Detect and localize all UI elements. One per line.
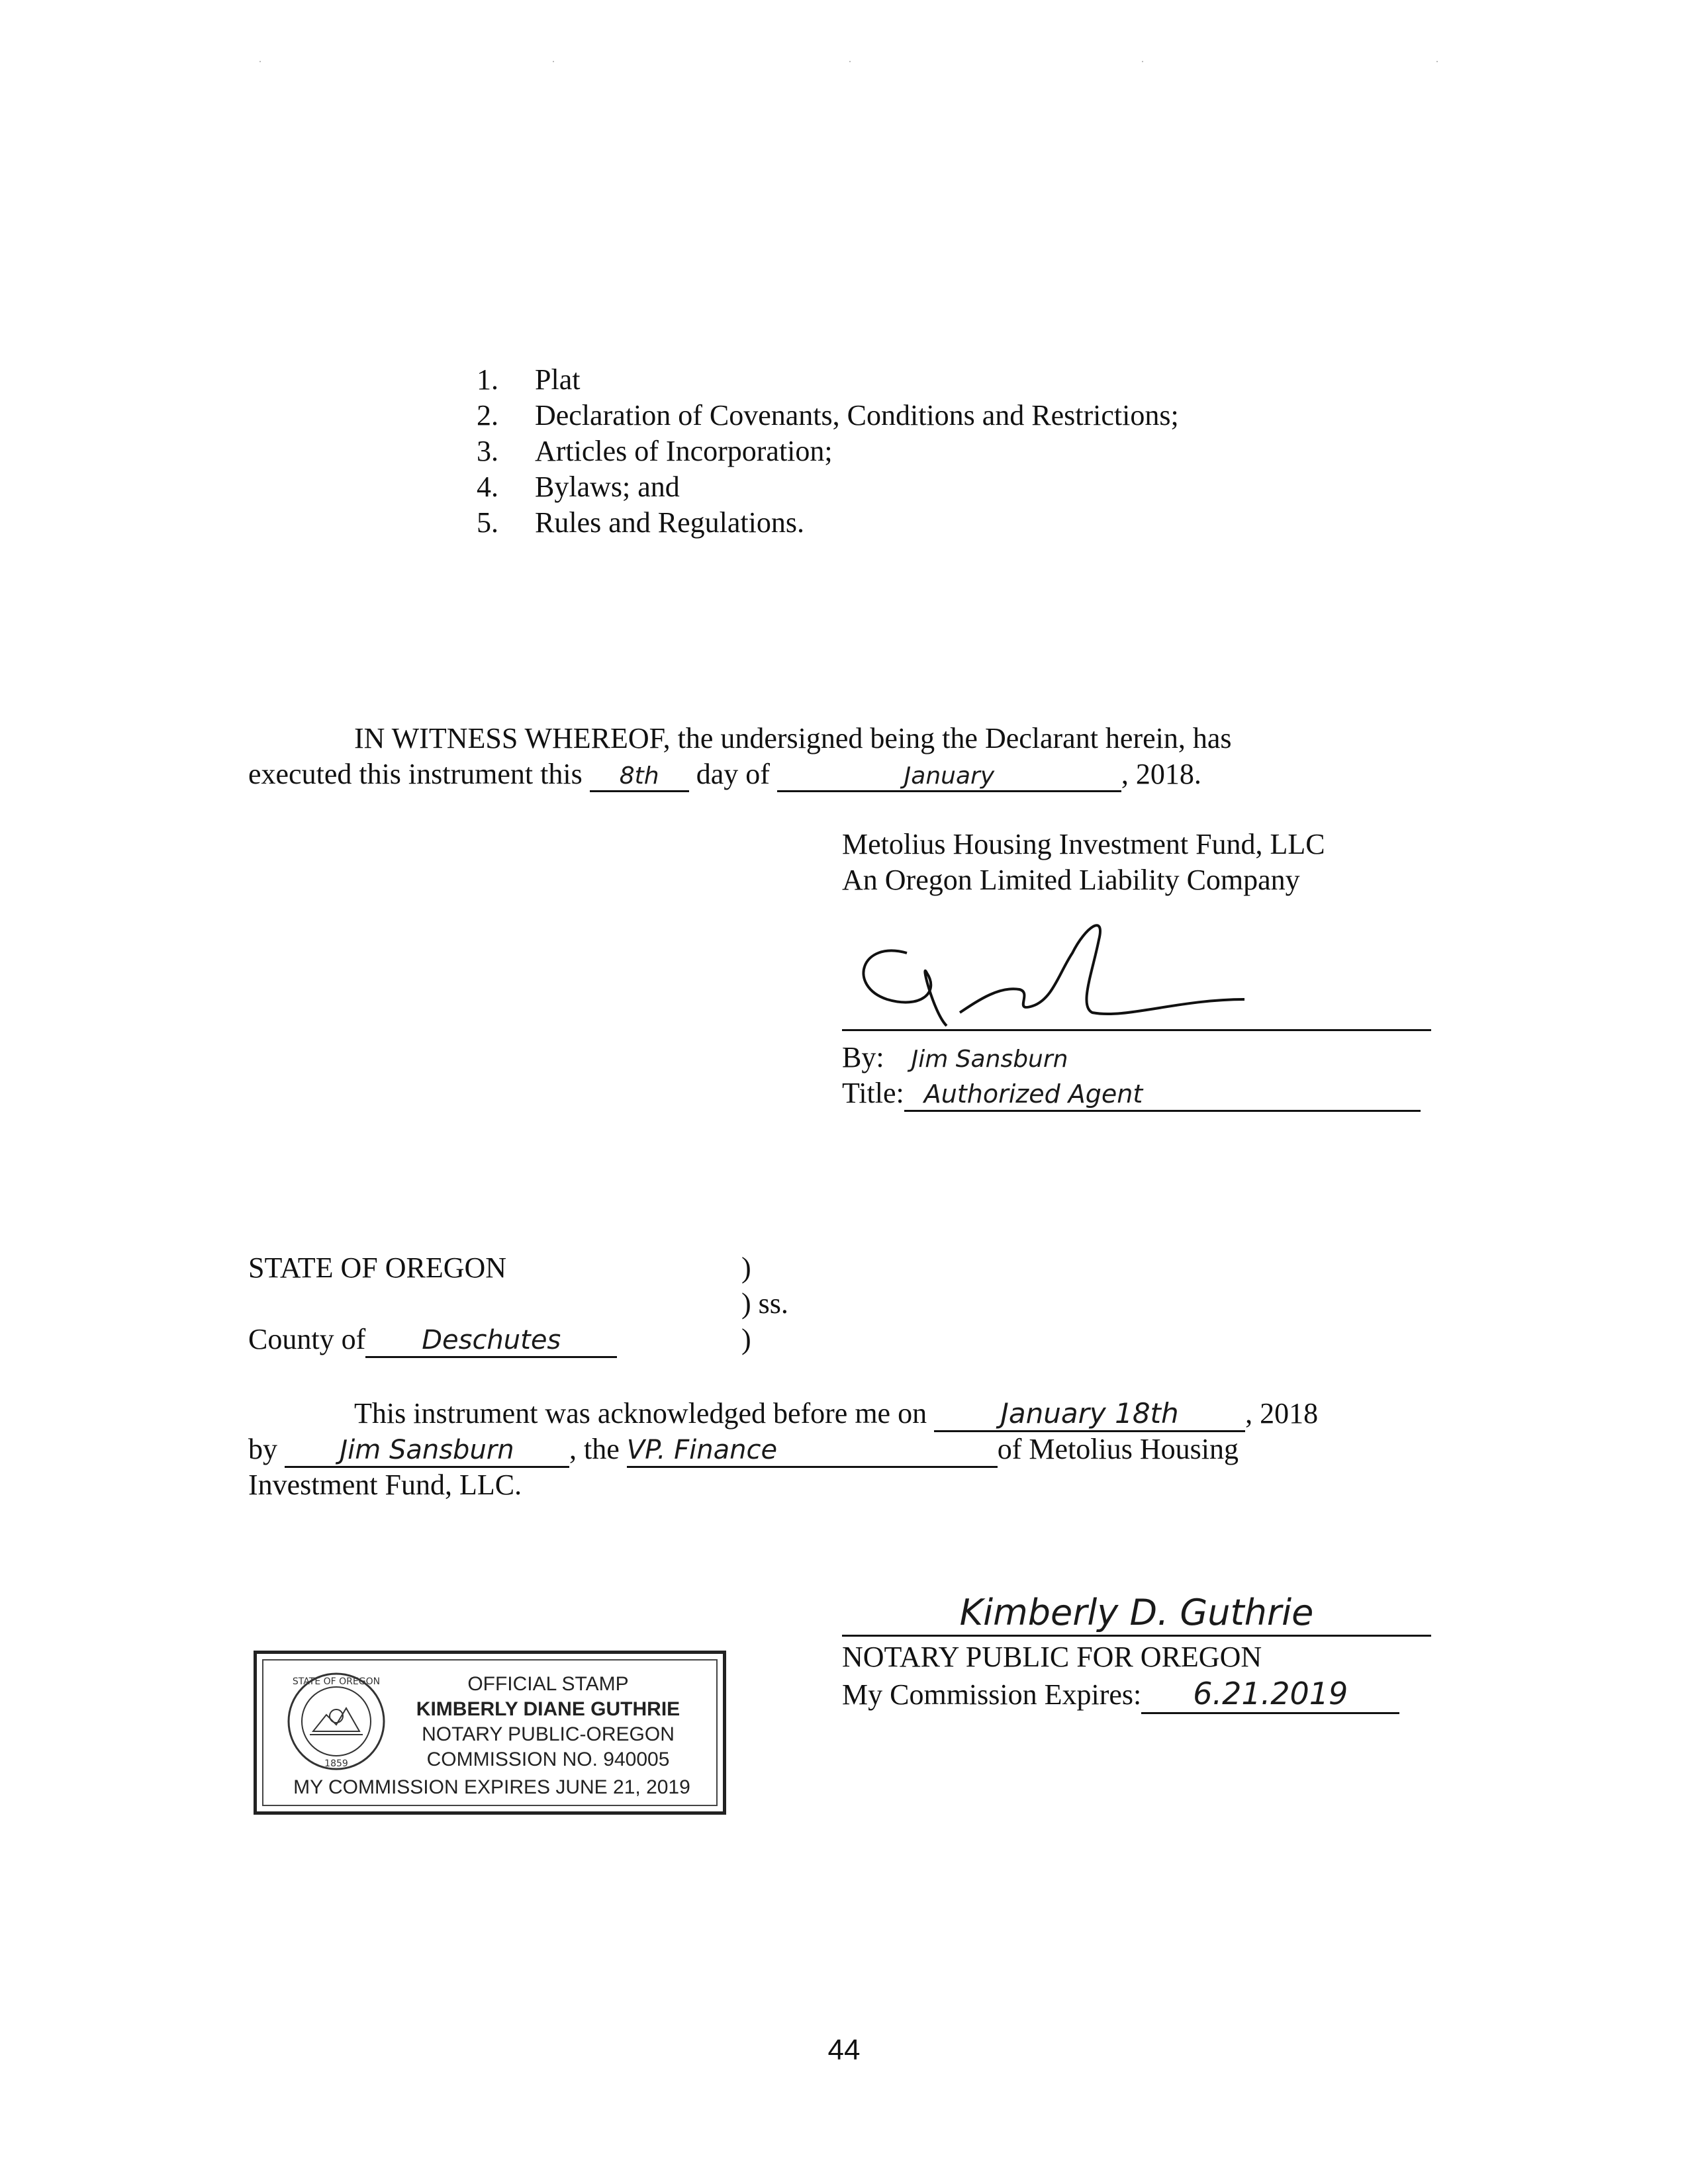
witness-day-value: 8th <box>590 762 689 792</box>
stamp-line-commission: COMMISSION NO. 940005 <box>426 1749 670 1770</box>
stamp-line-notary: NOTARY PUBLIC-OREGON <box>422 1723 675 1745</box>
signature-title-label: Title: <box>842 1077 904 1109</box>
scan-speck <box>1436 61 1438 62</box>
scan-speck <box>259 61 261 62</box>
witness-day-of-text: day of <box>696 758 770 790</box>
ack-line-1-text: This instrument was acknowledged before me on <box>354 1397 927 1430</box>
witness-executed-text: executed this instrument this <box>248 758 583 790</box>
declarant-signature-image <box>847 913 1271 1046</box>
stamp-line-expires: MY COMMISSION EXPIRES JUNE 21, 2019 <box>293 1776 690 1798</box>
ack-line-3: Investment Fund, LLC. <box>248 1469 522 1501</box>
scan-speck <box>1142 61 1143 62</box>
oregon-seal-icon <box>283 1668 389 1774</box>
notary-signature: Kimberly D. Guthrie <box>842 1592 1431 1637</box>
witness-line-1: IN WITNESS WHEREOF, the undersigned being the Declarant herein, has <box>354 722 1232 754</box>
ack-the-label: , the <box>569 1433 620 1465</box>
page-number: 44 <box>827 2034 861 2066</box>
ack-of-text: of Metolius Housing <box>997 1433 1239 1465</box>
witness-year-text: , 2018. <box>1121 758 1201 790</box>
seal-year: 1859 <box>324 1758 348 1769</box>
seal-text: STATE OF OREGON <box>292 1676 381 1687</box>
ack-role-value: VP. Finance <box>627 1434 998 1468</box>
venue-county-value: Deschutes <box>365 1324 617 1358</box>
list-item-number: 4. <box>477 471 498 503</box>
signature-by-row <box>842 1040 1068 1075</box>
list-item-number: 1. <box>477 363 498 396</box>
list-item-text: Rules and Regulations. <box>535 506 804 539</box>
list-item-number: 5. <box>477 506 498 539</box>
ack-name-value: Jim Sansburn <box>285 1434 569 1468</box>
venue-paren-1: ) <box>741 1251 751 1284</box>
venue-county-label: County of <box>248 1323 366 1355</box>
list-item-number: 2. <box>477 399 498 432</box>
signature-by-value: Jim Sansburn <box>911 1046 1068 1073</box>
venue-state: STATE OF OREGON <box>248 1251 507 1284</box>
witness-line-2 <box>248 757 1201 792</box>
company-name: Metolius Housing Investment Fund, LLC <box>842 828 1325 860</box>
notary-commission-row <box>842 1676 1399 1714</box>
list-item-text: Plat <box>535 363 581 396</box>
venue-paren-3: ) <box>741 1323 751 1355</box>
signature-line <box>842 1029 1431 1031</box>
notary-commission-value: 6.21.2019 <box>1141 1676 1399 1714</box>
official-stamp <box>254 1651 726 1815</box>
ack-by-label: by <box>248 1433 277 1465</box>
company-description: An Oregon Limited Liability Company <box>842 864 1300 896</box>
ack-line-2 <box>248 1432 1239 1468</box>
list-item-text: Bylaws; and <box>535 471 680 503</box>
signature-by-label: By: <box>842 1041 884 1073</box>
ack-year-text: , 2018 <box>1245 1397 1319 1430</box>
venue-paren-ss: ) ss. <box>741 1287 788 1320</box>
list-item-text: Declaration of Covenants, Conditions and Restrictions; <box>535 399 1179 432</box>
signature-title-row <box>842 1076 1421 1112</box>
stamp-line-name: KIMBERLY DIANE GUTHRIE <box>416 1698 680 1720</box>
exhibit-list <box>459 363 1385 541</box>
venue-county-row <box>248 1322 617 1358</box>
stamp-line-official: OFFICIAL STAMP <box>467 1673 629 1695</box>
ack-date-value: January 18th <box>934 1397 1245 1432</box>
notary-commission-label: My Commission Expires: <box>842 1678 1142 1711</box>
signature-title-value: Authorized Agent <box>904 1079 1421 1112</box>
list-item-text: Articles of Incorporation; <box>535 435 833 467</box>
scan-speck <box>849 61 851 62</box>
list-item-number: 3. <box>477 435 498 467</box>
notary-label: NOTARY PUBLIC FOR OREGON <box>842 1641 1262 1673</box>
scan-speck <box>553 61 554 62</box>
ack-line-1 <box>354 1396 1318 1432</box>
witness-month-value: January <box>777 762 1121 792</box>
